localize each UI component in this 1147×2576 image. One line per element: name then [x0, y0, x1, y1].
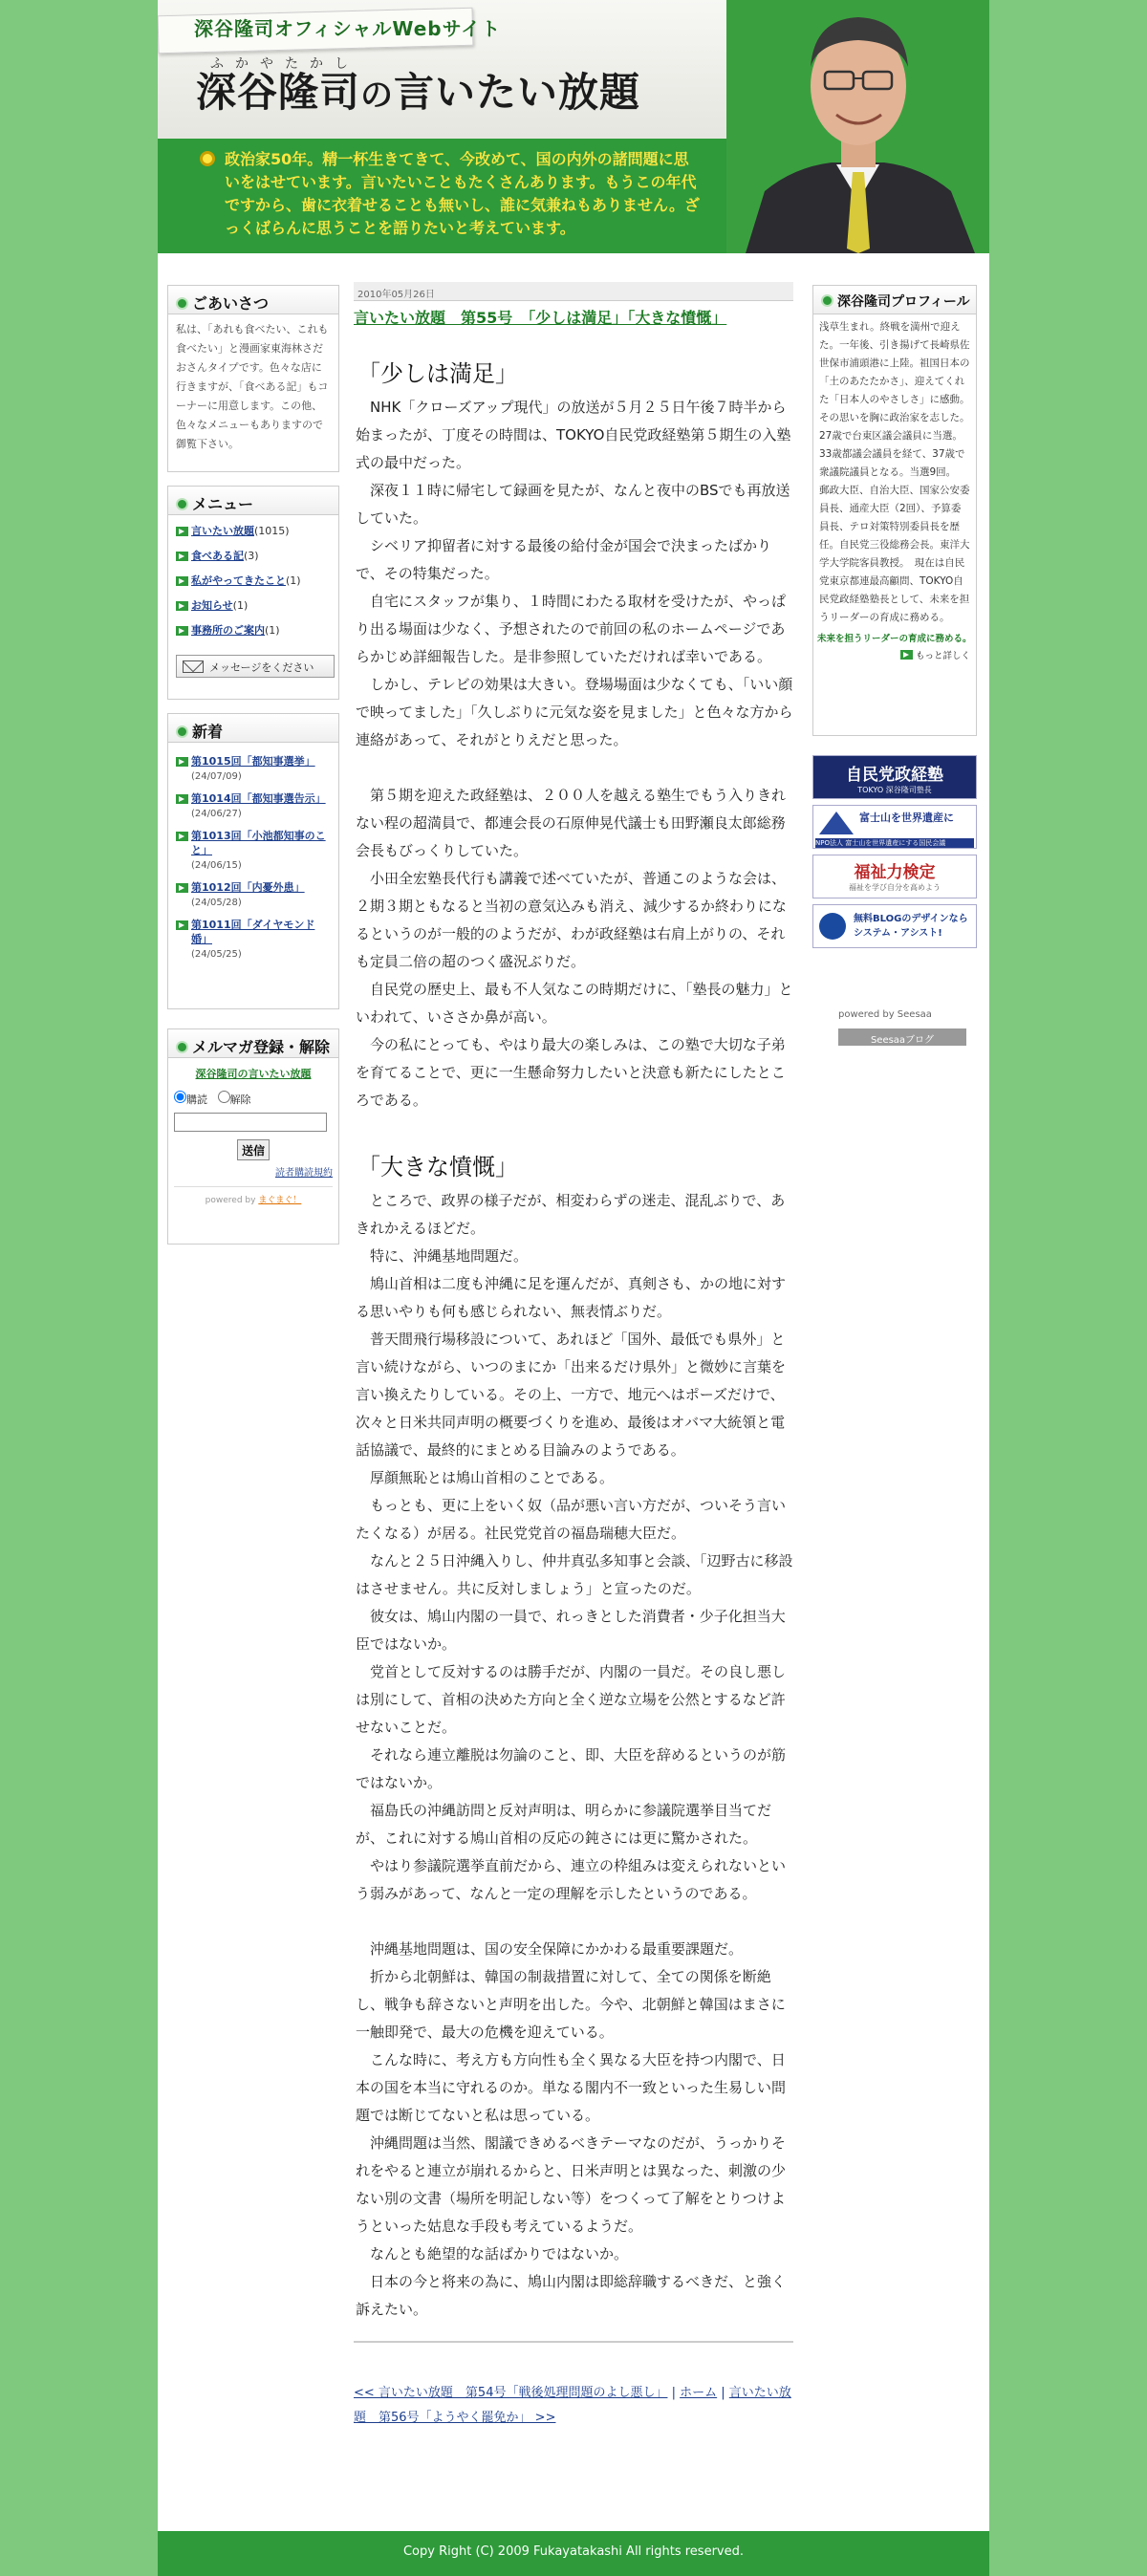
- mailmag-form: [168, 1058, 338, 1213]
- post-body-part-4: [354, 1936, 793, 2324]
- banner-title: 自民党政経塾: [846, 766, 943, 785]
- arrow-icon: [900, 650, 913, 660]
- post-paragraph: ところで、政界の様子だが、相変わらずの迷走、混乱ぶりで、あきれかえるほどだ。: [356, 1192, 786, 1237]
- post-paragraph: 今の私にとっても、やはり最大の楽しみは、この塾で大切な子弟を育てることで、更に一生懸命努力したいと決意も新たにしたところである。: [356, 1036, 786, 1109]
- divider: [354, 2341, 793, 2343]
- mailmag-name-link[interactable]: 深谷隆司の言いたい放題: [195, 1068, 312, 1080]
- site-subtitle[interactable]: 深谷隆司オフィシャルWebサイト: [194, 17, 502, 40]
- mailmag-radios: [174, 1091, 333, 1107]
- mag2-link[interactable]: まぐまぐ！: [258, 1196, 302, 1205]
- profile-heading: [813, 286, 976, 314]
- menu-link-office[interactable]: 事務所のご案内: [191, 624, 265, 637]
- greeting-box: [167, 285, 339, 472]
- menu-link-iitai[interactable]: 言いたい放題: [191, 525, 254, 537]
- banner-fukushi[interactable]: [812, 855, 977, 898]
- arrow-icon: [176, 576, 188, 586]
- post-paragraph: こんな時に、考え方も方向性も全く異なる大臣を持つ内閣で、日本の国を本当に守れるのか。単なる閣内不一致といった生易しい問題では断じてないと私は思っている。: [356, 2051, 787, 2124]
- menu-list: [168, 515, 338, 682]
- header-message: 政治家50年。精一杯生きてきて、今改めて、国の内外の諸問題に思いをはせています。言いたいこともたくさんあります。もうこの年代ですから、歯に衣着せることも無いし、誰に気兼ねもありません。ざっくばらんに思うことを語りたいと考えています。: [225, 150, 700, 237]
- circle-bullet-icon: [176, 498, 188, 510]
- mount-fuji-icon: [819, 812, 854, 834]
- new-posts-list: [168, 743, 338, 981]
- new-post-item: [172, 829, 335, 873]
- greeting-text: 私は、「あれも食べたい、これも食べたい」と漫画家東海林さだおさんタイプです。色々な店に行きますが、「食べある記」もコーナーに用意します。この他、色々なメニューもありますので御覧下さい。: [176, 323, 329, 450]
- menu-title: メニュー: [192, 495, 254, 513]
- post-navigation: [354, 2381, 793, 2431]
- banner-title: 福祉力検定: [854, 863, 936, 882]
- circle-bullet-icon: [176, 297, 188, 310]
- terms-wrap: [174, 1164, 333, 1179]
- banner-sub: 福祉を学び自分を高めよう: [849, 883, 941, 892]
- post-paragraph: 自民党の歴史上、最も不人気なこの時期だけに、「塾長の魅力」といわれて、いささか鼻が高い。: [356, 981, 793, 1026]
- site-title-name: 深谷隆司: [196, 69, 361, 116]
- message-button-label: メッセージをください: [209, 661, 314, 674]
- spacer: [354, 754, 793, 782]
- new-post-date: (24/06/15): [191, 860, 242, 871]
- seesaa-blog-button[interactable]: [838, 1028, 966, 1046]
- system-assist-logo-icon: [819, 913, 846, 940]
- main-content: [354, 282, 793, 2431]
- banner-sub: NPO法人 富士山を世界遺産にする国民会議: [815, 838, 974, 848]
- menu-box: [167, 486, 339, 700]
- seesaa-powered: [838, 1009, 932, 1020]
- unsubscribe-label: 解除: [229, 1093, 251, 1106]
- circle-bullet-icon: [176, 725, 188, 738]
- page-wrapper: [158, 0, 989, 2576]
- menu-link-history[interactable]: 私がやってきたこと: [191, 574, 286, 587]
- spacer: [354, 1908, 793, 1936]
- post-paragraph: 沖縄問題は当然、閣議できめるべきテーマなのだが、うっかりそれをやると連立が崩れるからと、日米声明とは異なった、刺激の少ない別の文書（場所を明記しない等）をつくって了解をとりつけようといった姑息な手段も考えているようだ。: [356, 2134, 787, 2235]
- powered-by-text: powered by: [205, 1196, 259, 1205]
- post-paragraph: 福島氏の沖縄訪問と反対声明は、明らかに参議院選挙目当てだが、これに対する鳩山首相の反応の鈍さには更に驚かされた。: [356, 1802, 772, 1847]
- post-title[interactable]: 言いたい放題 第55号 「少しは満足」「大きな憤慨」: [354, 309, 727, 327]
- profile-title: 深谷隆司プロフィール: [837, 294, 970, 310]
- post-body-part-3: [354, 1187, 793, 1908]
- post-body-part-1: [354, 394, 793, 754]
- menu-item: [172, 519, 335, 544]
- post-paragraph: もっとも、更に上をいく奴（品が悪い言い方だが、ついそう言いたくなる）が居る。社民党党首の福島瑞穂大臣だ。: [356, 1497, 787, 1542]
- section-heading-2: 「大きな憤慨」: [357, 1154, 518, 1180]
- menu-item: [172, 569, 335, 594]
- seesaa-powered-text: powered by Seesaa: [838, 1009, 932, 1020]
- mailmag-title: メルマガ登録・解除: [192, 1038, 331, 1056]
- profile-more-link[interactable]: もっと詳しく: [915, 651, 970, 661]
- banner-fujisan[interactable]: [812, 805, 977, 849]
- site-title[interactable]: [196, 61, 640, 119]
- arrow-icon: [176, 626, 188, 636]
- message-button[interactable]: [176, 655, 335, 678]
- menu-count: (1): [232, 599, 249, 612]
- new-post-date: (24/07/09): [191, 771, 242, 782]
- post-paragraph: NHK「クローズアップ現代」の放送が５月２５日午後７時半から始まったが、丁度その時間は、TOKYO自民党政経塾第５期生の入塾式の最中だった。: [356, 399, 791, 471]
- spacer: [354, 1115, 793, 1142]
- new-post-item: [172, 791, 335, 821]
- site-title-no: の: [360, 76, 395, 115]
- new-post-link[interactable]: 第1014回「都知事選告示」: [191, 792, 326, 805]
- seesaa-blog-label: Seesaaブログ: [870, 1035, 935, 1046]
- arrow-icon: [176, 920, 188, 930]
- portrait-photo: [726, 0, 989, 253]
- post-body-part-2: [354, 782, 793, 1115]
- new-post-link[interactable]: 第1013回「小池都知事のこと」: [191, 830, 326, 856]
- new-post-link[interactable]: 第1011回「ダイヤモンド婚」: [191, 919, 315, 945]
- new-posts-heading: [168, 714, 338, 743]
- post-paragraph: 沖縄基地問題は、国の安全保障にかかわる最重要課題だ。: [356, 1940, 744, 1958]
- new-post-item: [172, 880, 335, 910]
- post-paragraph: 第５期を迎えた政経塾は、２００人を越える塾生でもう入りきれない程の超満員で、都連会長の石原伸晃代議士も田野瀬良太郎総務会長もびっくりしていた。: [356, 787, 787, 859]
- section-heading-1: 「少しは満足」: [357, 360, 518, 387]
- banner-seikeijuku[interactable]: [812, 755, 977, 799]
- post-paragraph: なんとも絶望的な話ばかりではないか。: [356, 2245, 629, 2262]
- new-post-date: (24/06/27): [191, 809, 242, 819]
- prev-post-link[interactable]: << 言いたい放題 第54号「戦後処理問題のよし悪し」: [354, 2386, 668, 2400]
- new-post-item: [172, 754, 335, 784]
- banner-title: 無料BLOGのデザインならシステム・アシスト!: [854, 914, 968, 939]
- subscribe-radio[interactable]: [174, 1091, 186, 1103]
- new-post-date: (24/05/25): [191, 949, 242, 960]
- menu-count: (3): [244, 550, 259, 562]
- menu-link-news[interactable]: お知らせ: [191, 599, 233, 612]
- post-date: 2010年05月26日: [354, 282, 793, 301]
- post-paragraph: 鳩山首相は二度も沖縄に足を運んだが、真剣さも、かの地に対する思いやりも何も感じられない、無表情ぶりだ。: [356, 1275, 787, 1320]
- post-paragraph: 折から北朝鮮は、韓国の制裁措置に対して、全ての関係を断絶し、戦争も辞さないと声明を出した。今や、北朝鮮と韓国はまさに一触即発で、最大の危機を迎えている。: [356, 1968, 786, 2041]
- post-paragraph: それなら連立離脱は勿論のこと、即、大臣を辞めるというのが筋ではないか。: [356, 1746, 787, 1791]
- post-paragraph: 彼女は、鳩山内閣の一員で、れっきとした消費者・少子化担当大臣ではないか。: [356, 1608, 786, 1653]
- copyright: Copy Right (C) 2009 Fukayatakashi All rights reserved.: [402, 2544, 744, 2559]
- menu-count: (1): [265, 624, 280, 637]
- arrow-icon: [176, 527, 188, 536]
- new-post-date: (24/05/28): [191, 898, 242, 908]
- arrow-icon: [176, 601, 188, 611]
- arrow-icon: [176, 832, 188, 841]
- menu-count: (1): [286, 574, 301, 587]
- envelope-icon: [183, 660, 204, 673]
- mailmag-heading: [168, 1029, 338, 1058]
- post-paragraph: 普天間飛行場移設について、あれほど「国外、最低でも県外」と言い続けながら、いつのまにか「出来るだけ県外」と微妙に言葉を言い換えたりしている。その上、一方で、地元へはポーズだけで、次々と日米共同声明の概要づくりを進め、最後はオバマ大統領と電話協議で、最終的にまとめる目論みのようである。: [356, 1331, 787, 1459]
- post-paragraph: しかし、テレビの効果は大きい。登場場面は少なくても、「いい顔で映ってました」「久しぶりに元気な姿を見ました」と色々な方から連絡があって、それがとりえだと思った。: [356, 676, 793, 748]
- mailmag-box: [167, 1028, 339, 1245]
- post-paragraph: なんと２５日沖縄入りし、仲井真弘多知事と会談、「辺野古に移設はさせません。共に反対しましょう」と宣ったのだ。: [356, 1552, 793, 1597]
- arrow-icon: [176, 552, 188, 561]
- banner-title: 富士山を世界遺産に: [859, 812, 954, 824]
- site-footer: [158, 2531, 989, 2576]
- mailmag-name-wrap: [174, 1066, 333, 1081]
- terms-link[interactable]: 読者購読規約: [275, 1168, 333, 1179]
- arrow-icon: [176, 883, 188, 893]
- next-post-link[interactable]: 言いたい放題 第56号「ようやく罷免か」 >>: [354, 2386, 791, 2425]
- arrow-icon: [176, 757, 188, 767]
- menu-heading: [168, 487, 338, 515]
- home-link[interactable]: ホーム: [680, 2386, 718, 2400]
- site-title-rest: 言いたい放題: [394, 69, 641, 116]
- menu-item: [172, 594, 335, 618]
- new-post-link[interactable]: 第1012回「内憂外患」: [191, 881, 305, 894]
- greeting-heading: [168, 286, 338, 314]
- email-input[interactable]: [174, 1113, 327, 1132]
- site-header: [158, 0, 989, 253]
- banner-sub: TOKYO 深谷隆司塾長: [857, 786, 932, 794]
- unsubscribe-radio[interactable]: [218, 1091, 230, 1103]
- nav-separator: |: [717, 2386, 729, 2400]
- profile-more-wrap: [813, 644, 976, 665]
- post-paragraph: シベリア抑留者に対する最後の給付金が国会で決まったばかりで、その特集だった。: [356, 537, 772, 582]
- post-paragraph: 厚顔無恥とは鳩山首相のことである。: [356, 1469, 615, 1486]
- profile-text: 浅草生まれ。終戦を満州で迎えた。一年後、引き揚げて長崎県佐世保市浦頭港に上陸。祖国日本の「土のあたたかさ」、迎えてくれた「日本人のやさしさ」に感動。その思いを胸に政治家を志した。 27歳で台東区議会議員に当選。33歳都議会議員を経て、37歳で衆議院議員となる。当選9回。 郵政大臣、自治大臣、国家公安委員長、通産大臣（2回）、予算委員長、テロ対策特別委員長を歴任。自民党三役総務会長。東洋大学大学院客員教授。 現在は自民党東京都連最高顧問、TOKYO自民党政経塾塾長として、未来を担うリーダーの育成に務める。: [819, 321, 975, 623]
- post-paragraph: 自宅にスタッフが集り、１時間にわたる取材を受けたが、やっぱり出る場面は少なく、予想されたので前回の私のホームページであらかじめ詳細報告した。是非参照していただければ幸いである。: [356, 593, 787, 665]
- new-posts-title: 新着: [192, 723, 224, 741]
- new-post-item: [172, 918, 335, 962]
- post-paragraph: 深夜１１時に帰宅して録画を見たが、なんと夜中のBSでも再放送していた。: [356, 482, 790, 527]
- post-paragraph: 特に、沖縄基地問題だ。: [356, 1247, 529, 1265]
- circle-bullet-icon: [821, 294, 833, 307]
- powered-by: [174, 1186, 333, 1205]
- menu-count: (1015): [254, 525, 290, 537]
- circle-bullet-icon: [176, 1041, 188, 1053]
- submit-wrap: [174, 1139, 333, 1160]
- menu-item: [172, 618, 335, 643]
- arrow-icon: [176, 794, 188, 804]
- post-paragraph: 党首として反対するのは勝手だが、内閣の一員だ。その良し悪しは別にして、首相の決めた方向と全く逆な立場を公然とするなど許せないことだ。: [356, 1663, 787, 1736]
- banner-system-assist[interactable]: [812, 904, 977, 948]
- new-post-link[interactable]: 第1015回「都知事選挙」: [191, 755, 315, 768]
- profile-box: [812, 285, 977, 736]
- profile-tagline: 未来を担うリーダーの育成に務める。: [817, 634, 972, 644]
- subscribe-label: 購読: [186, 1093, 207, 1106]
- menu-link-taberuki[interactable]: 食べある記: [191, 550, 244, 562]
- post-paragraph: 小田全宏塾長代行も講義で述べていたが、普通このような会は、２期３期ともなると当初の意気込みも消え、減少するか終わりになるというのが一般的のようだが、わが政経塾は右肩上がりの、それも定員二倍の超のつく盛況ぶりだ。: [356, 870, 787, 970]
- nav-separator: |: [667, 2386, 681, 2400]
- bullet-icon: [200, 151, 215, 166]
- title-ruby: ふかやたかし: [210, 56, 359, 72]
- post-paragraph: やはり参議院選挙直前だから、連立の枠組みは変えられないという弱みがあって、なんと一定の理解を示したというのである。: [356, 1857, 787, 1902]
- mailmag-submit-button[interactable]: 送信: [237, 1139, 270, 1160]
- menu-item: [172, 544, 335, 569]
- new-posts-box: [167, 713, 339, 1009]
- post-paragraph: 日本の今と将来の為に、鳩山内閣は即総辞職するべきだ、と強く訴えたい。: [356, 2273, 787, 2318]
- greeting-title: ごあいさつ: [192, 294, 270, 313]
